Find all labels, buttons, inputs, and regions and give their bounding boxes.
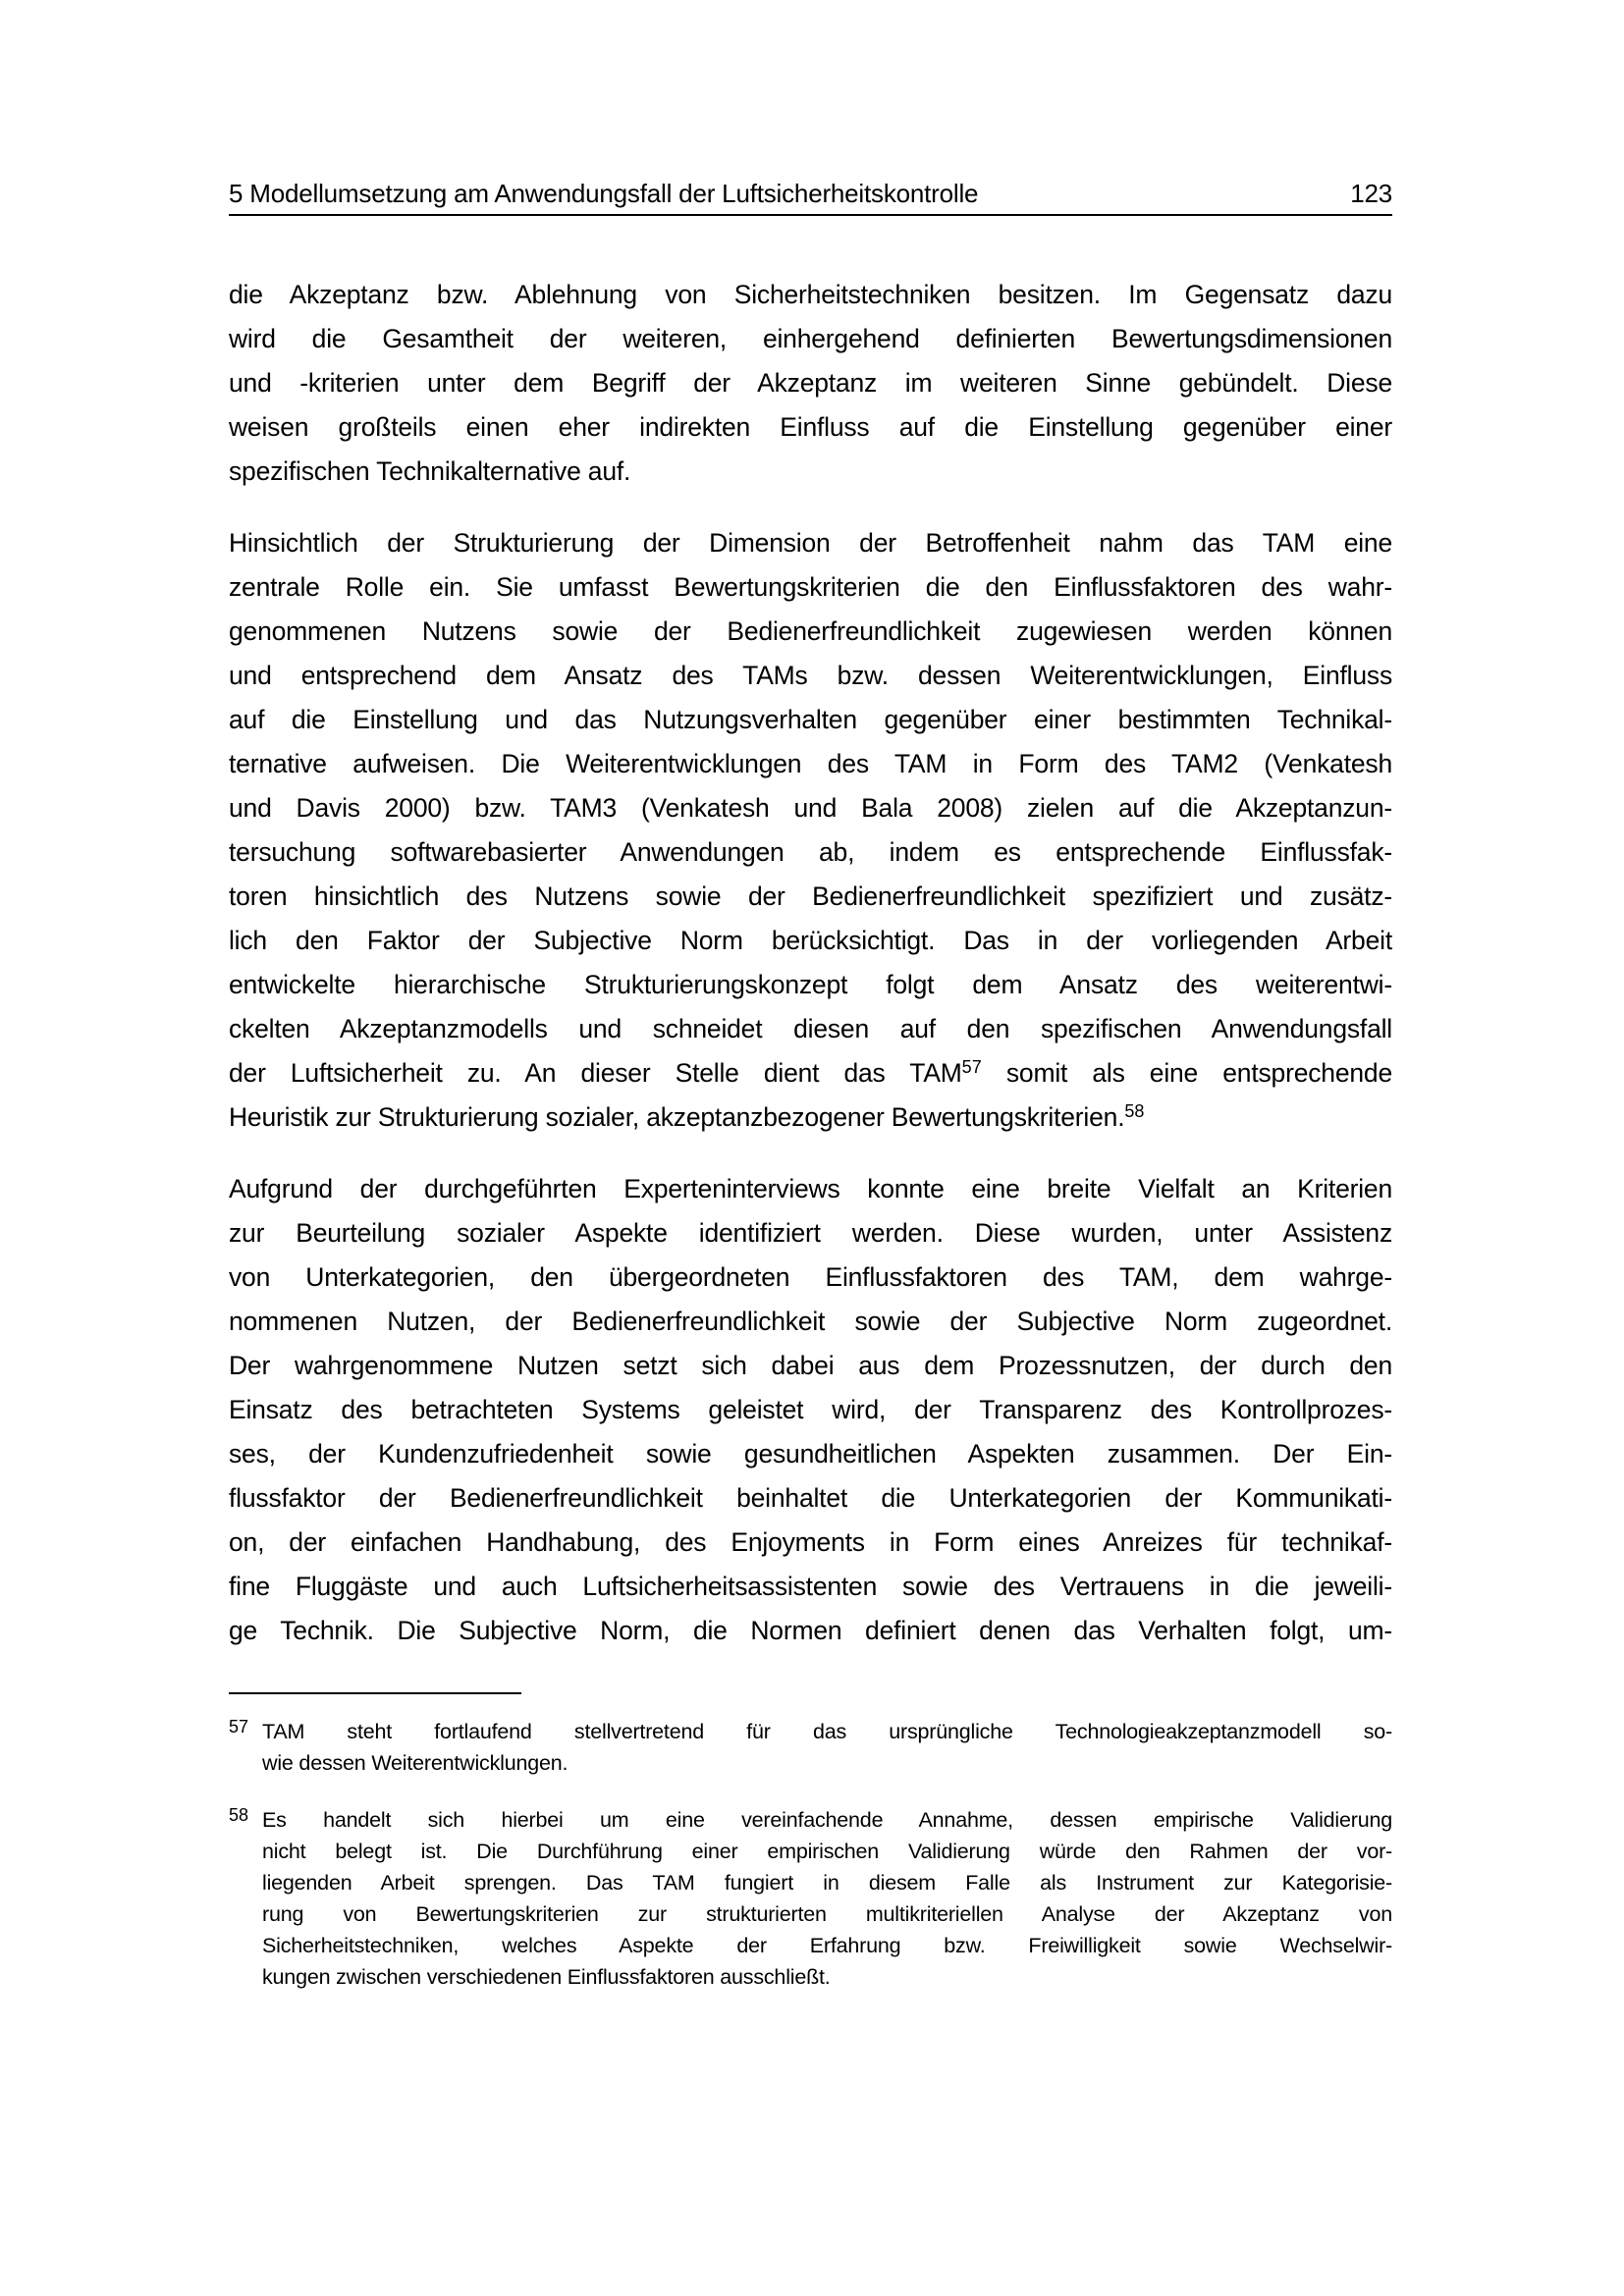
paragraph <box>229 273 1392 494</box>
footnote-number: 58 <box>229 1805 249 1825</box>
text-line: ge Technik. Die Subjective Norm, die Normen definiert denen das Verhalten folgt, um- <box>229 1616 1392 1645</box>
paragraph <box>229 1167 1392 1653</box>
text-line: entwickelte hierarchische Strukturierungskonzept folgt dem Ansatz des weiterentwi- <box>229 970 1392 999</box>
text-line: Aufgrund der durchgeführten Experteninterviews konnte eine breite Vielfalt an Kriterien <box>229 1174 1392 1203</box>
text-line: flussfaktor der Bedienerfreundlichkeit beinhaltet die Unterkategorien der Kommunikati- <box>229 1483 1392 1513</box>
footnote-number: 57 <box>229 1717 249 1736</box>
text-line: wird die Gesamtheit der weiteren, einhergehend definierten Bewertungsdimensionen <box>229 324 1392 353</box>
text-line: Einsatz des betrachteten Systems geleistet wird, der Transparenz des Kontrollprozes- <box>229 1395 1392 1424</box>
text-line: fine Fluggäste und auch Luftsicherheitsassistenten sowie des Vertrauens in die jeweili- <box>229 1572 1392 1601</box>
text-line: on, der einfachen Handhabung, des Enjoyments in Form eines Anreizes für technikaf- <box>229 1527 1392 1557</box>
text-line: toren hinsichtlich des Nutzens sowie der Bedienerfreundlichkeit spezifiziert und zusätz- <box>229 881 1392 911</box>
text-line: und -kriterien unter dem Begriff der Akzeptanz im weiteren Sinne gebündelt. Diese <box>229 368 1392 398</box>
footnote-text-line: nicht belegt ist. Die Durchführung einer empirischen Validierung würde den Rahmen der vor- <box>262 1840 1392 1863</box>
text-line: ses, der Kundenzufriedenheit sowie gesundheitlichen Aspekten zusammen. Der Ein- <box>229 1439 1392 1468</box>
text-line: zentrale Rolle ein. Sie umfasst Bewertungskriterien die den Einflussfaktoren des wahr- <box>229 572 1392 602</box>
text-line: weisen großteils einen eher indirekten Einfluss auf die Einstellung gegenüber einer <box>229 412 1392 442</box>
text-line: auf die Einstellung und das Nutzungsverhalten gegenüber einer bestimmten Technikal- <box>229 705 1392 734</box>
text-line: nommenen Nutzen, der Bedienerfreundlichkeit sowie der Subjective Norm zugeordnet. <box>229 1307 1392 1336</box>
text-line: und entsprechend dem Ansatz des TAMs bzw. dessen Weiterentwicklungen, Einfluss <box>229 661 1392 690</box>
text-line: die Akzeptanz bzw. Ablehnung von Sicherheitstechniken besitzen. Im Gegensatz dazu <box>229 280 1392 309</box>
footnote-text-line: TAM steht fortlaufend stellvertretend für das ursprüngliche Technologieakzeptanzmodell so- <box>262 1720 1392 1743</box>
text-line: spezifischen Technikalternative auf. <box>229 456 631 486</box>
text-line: Hinsichtlich der Strukturierung der Dimension der Betroffenheit nahm das TAM eine <box>229 528 1392 558</box>
text-line: tersuchung softwarebasierter Anwendungen ab, indem es entsprechende Einflussfak- <box>229 837 1392 867</box>
footnote <box>229 1804 1392 1993</box>
text-line: Der wahrgenommene Nutzen setzt sich dabei aus dem Prozessnutzen, der durch den <box>229 1351 1392 1380</box>
footnote-text-line: Sicherheitstechniken, welches Aspekte der Erfahrung bzw. Freiwilligkeit sowie Wechselwir- <box>262 1934 1392 1957</box>
footnote-text-line: rung von Bewertungskriterien zur strukturierten multikriteriellen Analyse der Akzeptanz von <box>262 1902 1392 1926</box>
footnote-text-line: liegenden Arbeit sprengen. Das TAM fungiert in diesem Falle als Instrument zur Kategorisie- <box>262 1871 1392 1895</box>
text-line: der Luftsicherheit zu. An dieser Stelle dient das TAM$^{57}$ somit als eine entsprechende <box>229 1057 1392 1088</box>
text-line: ckelten Akzeptanzmodells und schneidet diesen auf den spezifischen Anwendungsfall <box>229 1014 1392 1043</box>
body-text <box>229 273 1392 1653</box>
text-line: von Unterkategorien, den übergeordneten Einflussfaktoren des TAM, dem wahrge- <box>229 1262 1392 1292</box>
text-line: Heuristik zur Strukturierung sozialer, akzeptanzbezogener Bewertungskriterien.$^{58}$ <box>229 1101 1145 1132</box>
text-line: genommenen Nutzens sowie der Bedienerfreundlichkeit zugewiesen werden können <box>229 616 1392 646</box>
paragraph <box>229 521 1392 1140</box>
footnote <box>229 1716 1392 1779</box>
text-line: und Davis 2000) bzw. TAM3 (Venkatesh und Bala 2008) zielen auf die Akzeptanzun- <box>229 793 1392 823</box>
footnote-text-line: Es handelt sich hierbei um eine vereinfachende Annahme, dessen empirische Validierung <box>262 1808 1392 1832</box>
text-line: lich den Faktor der Subjective Norm berücksichtigt. Das in der vorliegenden Arbeit <box>229 926 1392 955</box>
text-line: ternative aufweisen. Die Weiterentwicklungen des TAM in Form des TAM2 (Venkatesh <box>229 749 1392 778</box>
footnotes <box>229 1716 1392 1993</box>
footnote-text-line: wie dessen Weiterentwicklungen. <box>262 1751 568 1775</box>
footnote-reference: 57 <box>961 1057 982 1077</box>
footnote-reference: 58 <box>1124 1101 1145 1121</box>
footnote-text-line: kungen zwischen verschiedenen Einflussfaktoren ausschließt. <box>262 1965 831 1989</box>
page-header <box>229 179 1392 216</box>
page-number: 123 <box>1350 179 1392 208</box>
text-line: zur Beurteilung sozialer Aspekte identifiziert werden. Diese wurden, unter Assistenz <box>229 1218 1392 1248</box>
running-head-title: 5 Modellumsetzung am Anwendungsfall der Luftsicherheitskontrolle <box>229 179 979 208</box>
footnote-separator <box>229 1692 521 1694</box>
